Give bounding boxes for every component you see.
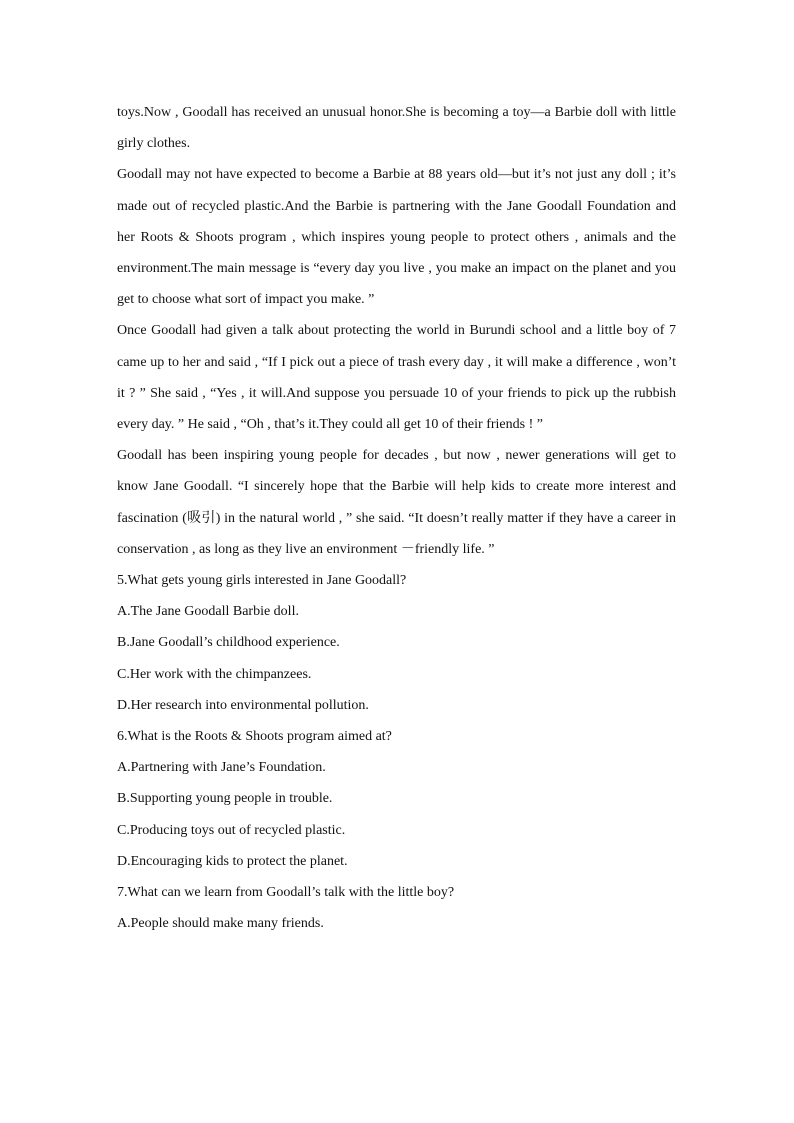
question-7: [117, 877, 676, 939]
reading-passage: [117, 97, 676, 939]
question-prompt: 7.What can we learn from Goodall’s talk with the little boy?: [117, 885, 455, 901]
question-5: [117, 565, 676, 721]
paragraph-1: toys.Now , Goodall has received an unusual honor.She is becoming a toy—a Barbie doll with little girly clothes.: [117, 105, 676, 152]
question-prompt: 5.What gets young girls interested in Jane Goodall?: [117, 573, 407, 589]
option-a: A.People should make many friends.: [117, 916, 324, 932]
question-prompt: 6.What is the Roots & Shoots program aimed at?: [117, 729, 392, 745]
option-b: B.Supporting young people in trouble.: [117, 791, 333, 807]
paragraph-4: Goodall has been inspiring young people for decades , but now , newer generations will get to know Jane Goodall. “I sincerely hope that the Barbie will help kids to create more interest and fascination (吸引) in the natural world , ” she said. “It doesn’t really matter if they have a career in conservation , as long as they live an environment －friendly life. ”: [117, 448, 676, 557]
question-6: [117, 721, 676, 877]
option-a: A.The Jane Goodall Barbie doll.: [117, 604, 299, 620]
option-d: D.Her research into environmental pollution.: [117, 697, 369, 713]
paragraph-2: Goodall may not have expected to become a Barbie at 88 years old—but it’s not just any doll ; it’s made out of recycled plastic.And the Barbie is partnering with the Jane Goodall Foundation and her Roots & Shoots program , which inspires young people to protect others , animals and the environment.The main message is “every day you live , you make an impact on the planet and you get to choose what sort of impact you make. ”: [117, 167, 676, 308]
paragraph-3: Once Goodall had given a talk about protecting the world in Burundi school and a little boy of 7 came up to her and said , “If I pick out a piece of trash every day , it will make a difference , won’t it ? ” She said , “Yes , it will.And suppose you persuade 10 of your friends to pick up the rubbish every day. ” He said , “Oh , that’s it.They could all get 10 of their friends ! ”: [117, 323, 676, 433]
option-c: C.Her work with the chimpanzees.: [117, 666, 312, 682]
option-c: C.Producing toys out of recycled plastic.: [117, 822, 346, 838]
option-b: B.Jane Goodall’s childhood experience.: [117, 635, 340, 651]
option-d: D.Encouraging kids to protect the planet.: [117, 853, 348, 869]
option-a: A.Partnering with Jane’s Foundation.: [117, 760, 326, 776]
